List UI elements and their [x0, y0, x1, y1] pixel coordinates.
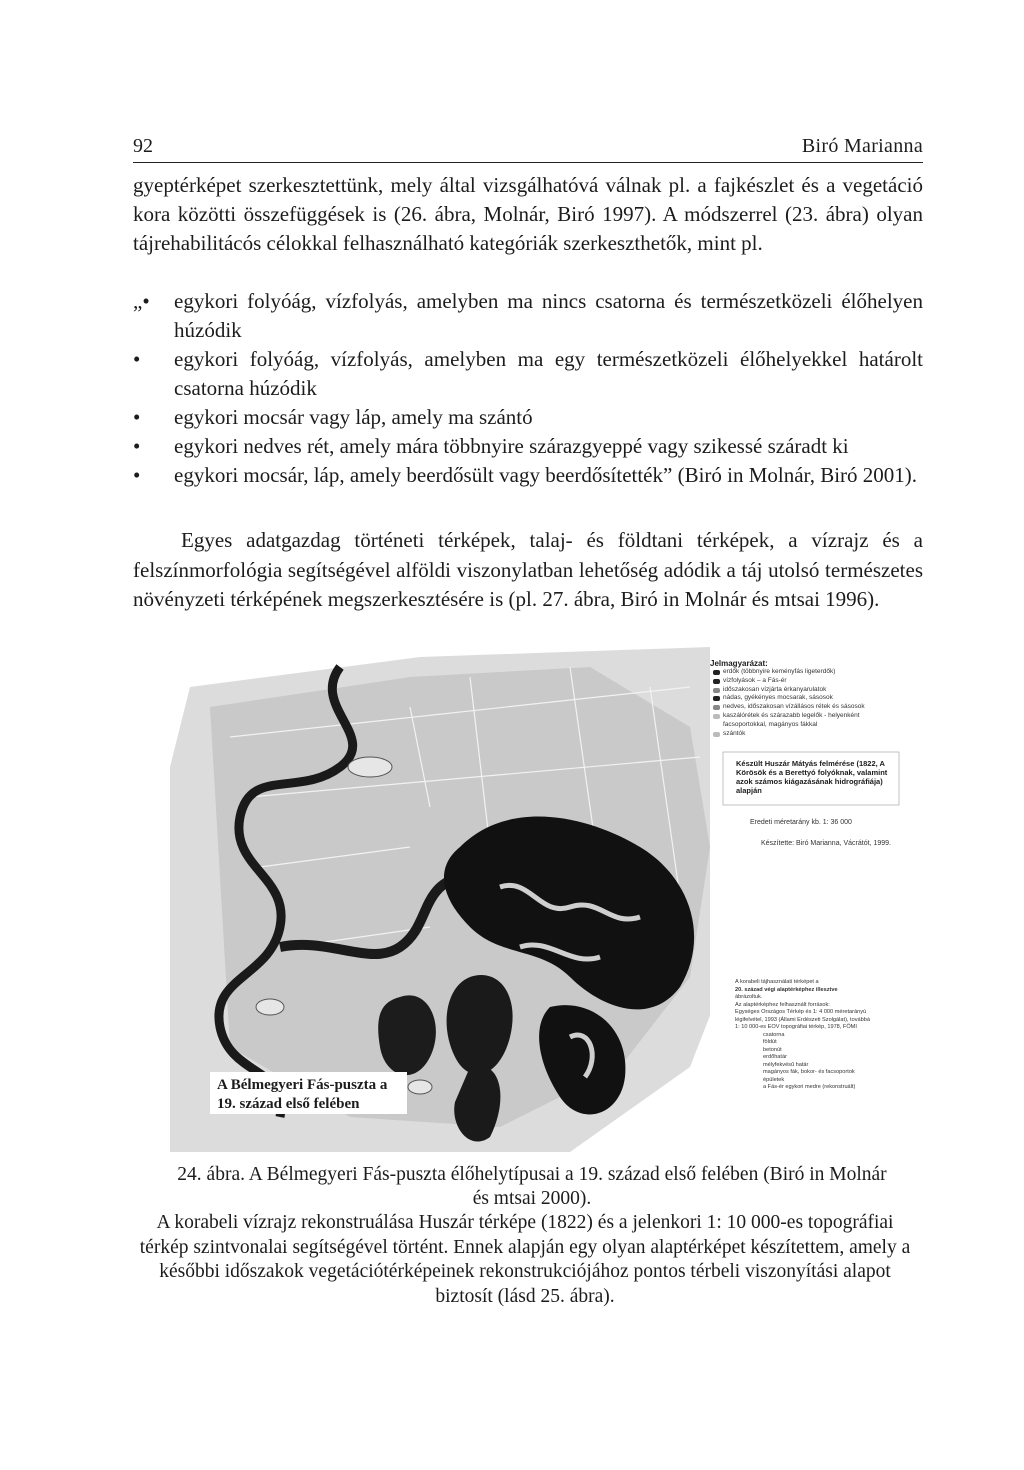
page-number: 92	[133, 135, 153, 157]
map-maker: Készítette: Biró Marianna, Vácrátót, 1999.	[761, 840, 891, 847]
legend-item: szántók	[713, 730, 903, 739]
running-header	[133, 132, 923, 163]
category-list	[133, 287, 923, 490]
legend-item: vízfolyások – a Fás-ér	[713, 677, 903, 686]
legend-item: nedves, időszakosan vízállásos rétek és sásosok	[713, 703, 903, 712]
map-legend	[713, 668, 903, 738]
figure-explanation: A korabeli vízrajz rekonstruálása Huszár térképe (1822) és a jelenkori 1: 10 000-es topográfiai térkép szintvonalai segítségével történt. Ennek alapján egy olyan alaptérképet készítettem, amely a későbbi időszakok vegetációtérképeinek rekonstrukciójához pontos térbeli viszonyítási alapot biztosít (lásd 25. ábra).	[139, 1212, 911, 1307]
map-source-text: Készült Huszár Mátyás felmérése (1822, A Körösök és a Berettyó folyóknak, valamint azok számos kiágazásának hidrográfiája) alapján	[736, 759, 888, 795]
habitat-map-figure	[170, 647, 900, 1152]
map-scale: Eredeti méretarány kb. 1: 36 000	[750, 819, 852, 826]
list-item: • egykori mocsár, láp, amely beerdősült vagy beerdősítették” (Biró in Molnár, Biró 2001).	[133, 463, 918, 487]
list-item: • egykori folyóág, vízfolyás, amelyben ma egy természetközeli élőhelyekkel határolt csatorna húzódik	[133, 347, 923, 400]
map-note: A korabeli tájhasználati térképet a 20. század végi alaptérképhez illesztve ábrázoltuk. Az alaptérképhez felhasznált források: Egységes Országos Térkép és 1: 4 000 méretarányú légifelvétel, 1993 (Állami Erdészeti Szolgálat), továbbá 1: 10 000-es EOV topográfiai térkép, 1978, FÖMI csatorna földút betonút erdőhatár mélyfekvésű határ magányos fák, bokor- és facsoportok épületek a Fás-ér egykori medre (rekonstruált)	[735, 979, 870, 1090]
legend-item: erdők (többnyire keményfás ligeterdők)	[713, 668, 903, 677]
running-author: Biró Marianna	[801, 135, 923, 157]
legend-item: kaszálórétek és szárazabb legelők - helyenként facsoportokkal, magányos fákkal	[713, 712, 873, 730]
map-inset-title: A Bélmegyeri Fás-puszta a 19. század első felében	[210, 1072, 407, 1114]
paragraph-intro: gyeptérképet szerkesztettünk, mely által vizsgálhatóvá válnak pl. a fajkészlet és a vegetáció kora közötti összefüggések is (26. ábra, Molnár, Biró 1997). A módszerrel (23. ábra) olyan tájrehabilitácós célokkal felhasználható kategóriák szerkeszthetők, mint pl.	[133, 173, 923, 255]
figure-caption: 24. ábra. A Bélmegyeri Fás-puszta élőhelytípusai a 19. század első felében (Biró in Molnár és mtsai 2000).	[177, 1164, 887, 1209]
legend-item: időszakosan vízjárta érkanyarulatok	[713, 686, 903, 695]
paragraph-history: Egyes adatgazdag történeti térképek, talaj- és földtani térképek, a vízrajz és a felszínmorfológia segítségével alföldi viszonylatban lehetőség adódik a táj utolsó természetes növényzeti térképének megszerkesztésére is (pl. 27. ábra, Biró in Molnár és mtsai 1996).	[133, 528, 923, 611]
legend-item: nádas, gyékényes mocsarak, sásosok	[713, 694, 903, 703]
list-item: • egykori mocsár vagy láp, amely ma szántó	[133, 405, 533, 429]
list-item: „• egykori folyóág, vízfolyás, amelyben ma nincs csatorna és természetközeli élőhelyen húzódik	[133, 289, 923, 342]
list-item: • egykori nedves rét, amely mára többnyire szárazgyeppé vagy szikessé száradt ki	[133, 434, 849, 458]
legend-title: Jelmagyarázat:	[710, 659, 768, 668]
